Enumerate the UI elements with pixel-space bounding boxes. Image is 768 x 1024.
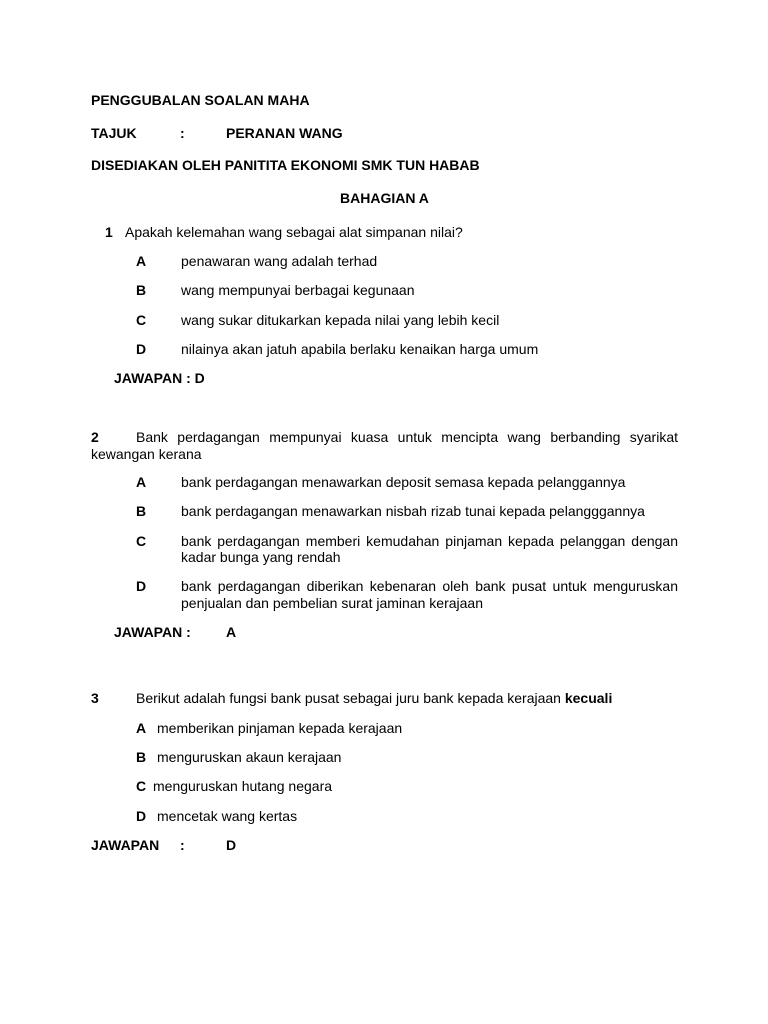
option-text: menguruskan akaun kerajaan — [157, 749, 342, 765]
question-text-line1: Bank perdagangan mempunyai kuasa untuk mencipta wang berbanding syarikat — [136, 429, 678, 445]
answer: JAWAPAN : D — [114, 370, 205, 386]
tajuk-label: TAJUK — [91, 125, 137, 141]
option-text-line1: bank perdagangan memberi kemudahan pinjaman kepada pelanggan dengan — [181, 533, 678, 549]
document-title: PENGGUBALAN SOALAN MAHA — [91, 92, 310, 108]
option-text-line2: penjualan dan pembelian surat jaminan kerajaan — [181, 595, 483, 611]
option-text: memberikan pinjaman kepada kerajaan — [157, 720, 403, 736]
option-text: wang mempunyai berbagai kegunaan — [181, 282, 415, 298]
option-text-line1: bank perdagangan diberikan kebenaran oleh bank pusat untuk menguruskan — [181, 578, 678, 594]
option-letter: A — [136, 720, 147, 736]
option-text: menguruskan hutang negara — [153, 778, 333, 794]
option-text: wang sukar ditukarkan kepada nilai yang lebih kecil — [181, 312, 500, 328]
question-text — [136, 690, 612, 707]
option-letter: C — [136, 778, 147, 794]
option-letter: C — [136, 533, 147, 549]
question-number: 3 — [91, 690, 99, 706]
option-letter: D — [136, 808, 147, 824]
question-number: 2 — [91, 429, 99, 445]
answer-label: JAWAPAN : — [114, 624, 191, 640]
option-letter: B — [136, 282, 147, 298]
tajuk-value: PERANAN WANG — [226, 125, 343, 141]
prepared-by: DISEDIAKAN OLEH PANITITA EKONOMI SMK TUN HABAB — [91, 157, 480, 173]
option-letter: B — [136, 749, 147, 765]
option-letter: A — [136, 253, 147, 269]
answer-colon: : — [180, 837, 185, 853]
answer-label: JAWAPAN — [91, 837, 160, 853]
option-text: bank perdagangan menawarkan nisbah rizab tunai kepada pelangggannya — [181, 503, 645, 519]
option-text: mencetak wang kertas — [157, 808, 298, 824]
section-heading: BAHAGIAN A — [340, 190, 429, 206]
option-text: bank perdagangan menawarkan deposit semasa kepada pelanggannya — [181, 474, 626, 490]
option-letter: D — [136, 341, 147, 357]
question-text-line2: kewangan kerana — [91, 446, 202, 462]
question-emphasis: kecuali — [564, 690, 613, 706]
option-text: nilainya akan jatuh apabila berlaku kenaikan harga umum — [181, 341, 539, 357]
answer-value: D — [226, 837, 237, 853]
question-number: 1 — [105, 224, 113, 240]
option-text-line2: kadar bunga yang rendah — [181, 549, 341, 565]
option-text: penawaran wang adalah terhad — [181, 253, 378, 269]
option-letter: C — [136, 312, 147, 328]
question-text-main: Berikut adalah fungsi bank pusat sebagai juru bank kepada kerajaan — [136, 690, 561, 706]
option-letter: B — [136, 503, 147, 519]
tajuk-colon: : — [180, 125, 185, 141]
answer-value: A — [226, 624, 237, 640]
option-letter: D — [136, 578, 147, 594]
option-letter: A — [136, 474, 147, 490]
question-text: Apakah kelemahan wang sebagai alat simpanan nilai? — [125, 224, 463, 240]
